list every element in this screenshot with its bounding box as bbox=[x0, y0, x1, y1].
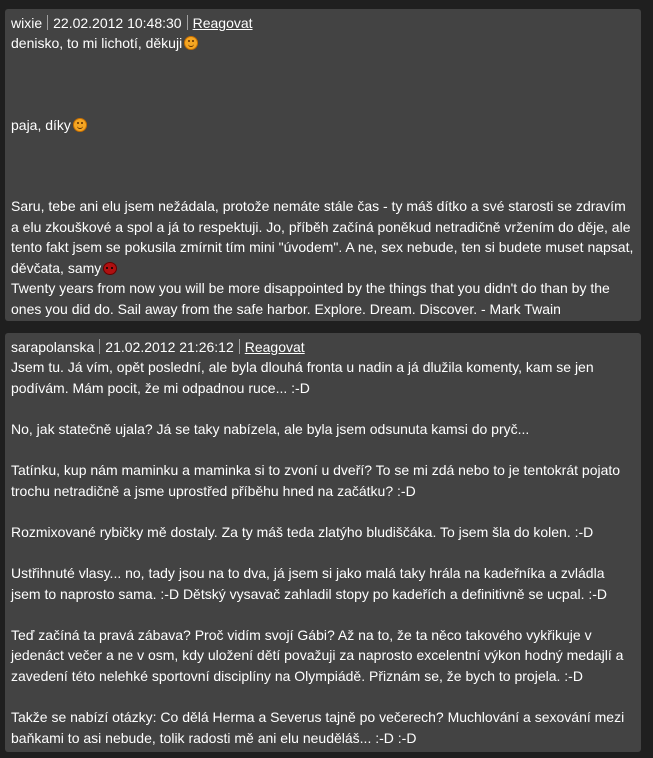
comment-datetime: 22.02.2012 10:48:30 bbox=[53, 15, 182, 31]
comment-author: sarapolanska bbox=[11, 339, 95, 355]
comment-line bbox=[11, 33, 635, 54]
reply-link[interactable]: Reagovat bbox=[244, 339, 305, 355]
comment-paragraph: No, jak statečně ujala? Já se taky nabízela, ale byla jsem odsunuta kamsi do pryč... bbox=[11, 420, 530, 437]
comment-line bbox=[11, 196, 635, 278]
spacer bbox=[11, 687, 635, 708]
comment-author: wixie bbox=[11, 15, 43, 31]
comment-paragraph: Teď začíná ta pravá zábava? Proč vidím svojí Gábi? Až na to, že ta něco takového vykřikuje v jedenáct večer a ne v osm, kdy uložení dětí považuji za naprosto excelentní výkon hodný medajlí a zavedení této nelehké sportovní disciplíny na Olympiádě. Přiznám se, že bych to projela. :-D bbox=[11, 626, 624, 684]
comment-paragraph: Tatínku, kup nám maminku a maminka si to zvoní u dveří? To se mi zdá nebo to je tentokrát pojato trochu netradičně a jsme uprostřed příběhu hned na začátku? :-D bbox=[11, 461, 621, 499]
comment-body bbox=[11, 357, 635, 748]
spacer bbox=[11, 542, 635, 563]
spacer bbox=[11, 501, 635, 522]
comment-text: denisko, to mi lichotí, děkuji bbox=[11, 35, 183, 51]
comment-paragraph: Rozmixované rybičky mě dostaly. Za ty máš teda zlatýho bludiščáka. To jsem šla do kolen. :-D bbox=[11, 523, 594, 540]
meta-divider bbox=[239, 339, 240, 354]
comment-text: Saru, tebe ani elu jsem nežádala, protože nemáte stále čas - ty máš dítko a své starosti se zdravím a elu zkouškové a spol a já to respektuji. Jo, příběh začíná poněkud netradičně vržením do děje, ale tento fakt jsem se pokusila zmírnit tím mini "úvodem". A ne, sex nebude, ten si budete muset napsat, děvčata, samy bbox=[11, 198, 634, 276]
comment-paragraph: Takže se nabízí otázky: Co dělá Herma a Severus tajně po večerech? Muchlování a sexování mezi baňkami to asi nebude, tolik radosti mě ani elu neuděláš... :-D :-D bbox=[11, 709, 625, 746]
comment-datetime: 21.02.2012 21:26:12 bbox=[105, 339, 234, 355]
meta-divider bbox=[99, 339, 100, 354]
comment-body bbox=[11, 33, 635, 319]
smiley-icon bbox=[184, 36, 198, 50]
smiley-icon bbox=[73, 118, 87, 132]
comment-item bbox=[5, 9, 641, 321]
comment-signature: Twenty years from now you will be more disappointed by the things that you didn't do than by the ones you did do. Sail away from the safe harbor. Explore. Dream. Discover. - Mark Twain bbox=[11, 280, 610, 317]
devil-icon bbox=[103, 262, 117, 275]
meta-divider bbox=[187, 15, 188, 30]
spacer bbox=[11, 439, 635, 460]
reply-link[interactable]: Reagovat bbox=[192, 15, 253, 31]
spacer bbox=[11, 398, 635, 419]
meta-divider bbox=[47, 15, 48, 30]
comment-meta bbox=[11, 13, 635, 33]
comment-paragraph: Jsem tu. Já vím, opět poslední, ale byla dlouhá fronta u nadin a já dlužila komenty, kam se jen podívám. Mám pocit, že mi odpadnou ruce... :-D bbox=[11, 359, 594, 396]
comment-meta bbox=[11, 337, 635, 357]
comment-paragraph: Ustřihnuté vlasy... no, tady jsou na to dva, já jsem si jako malá taky hrála na kadeřníka a zvládla jsem to naprosto sama. :-D Dětský vysavač zahladil stopy po kadeřích a definitivně se ucpal. :-D bbox=[11, 564, 608, 602]
comment-item bbox=[5, 333, 641, 752]
spacer bbox=[11, 604, 635, 625]
comment-line bbox=[11, 115, 635, 136]
comment-text: paja, díky bbox=[11, 116, 71, 133]
spacer bbox=[11, 54, 635, 115]
spacer bbox=[11, 135, 635, 196]
